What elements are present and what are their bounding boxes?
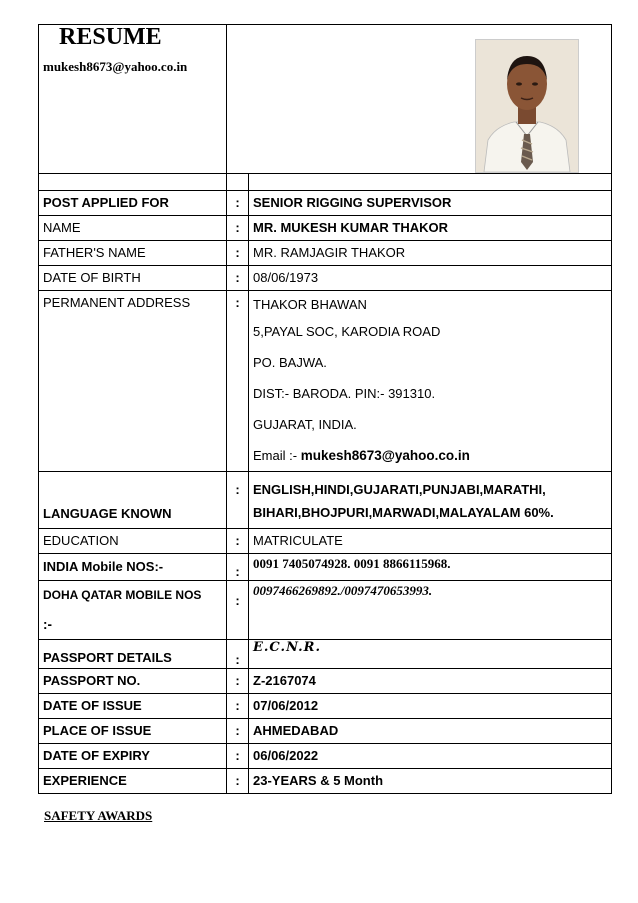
portrait-image (476, 40, 578, 172)
row-education (39, 529, 612, 554)
colon: : (227, 719, 249, 744)
colon: : (227, 529, 249, 554)
value-india-mobile: 0091 7405074928. 0091 8866115968. (249, 554, 612, 581)
label-doha-mobile (39, 581, 227, 640)
header-email: mukesh8673@yahoo.co.in (43, 59, 188, 74)
label-date-issue: DATE OF ISSUE (39, 694, 227, 719)
colon: : (227, 241, 249, 266)
value-father: MR. RAMJAGIR THAKOR (249, 241, 612, 266)
value-date-expiry: 06/06/2022 (249, 744, 612, 769)
profile-photo (475, 39, 579, 173)
address-email-line (253, 440, 607, 471)
safety-awards-heading: SAFETY AWARDS (44, 808, 153, 823)
label-date-expiry: DATE OF EXPIRY (39, 744, 227, 769)
value-dob: 08/06/1973 (249, 266, 612, 291)
language-line: BIHARI,BHOJPURI,MARWADI,MALAYALAM 60%. (253, 505, 554, 520)
value-address (249, 291, 612, 472)
blank-cell (39, 174, 227, 191)
label-experience: EXPERIENCE (39, 769, 227, 794)
label-india-mobile: INDIA Mobile NOS:- (39, 554, 227, 581)
header-row (39, 25, 612, 174)
label-dob: DATE OF BIRTH (39, 266, 227, 291)
label-post: POST APPLIED FOR (39, 191, 227, 216)
colon: : (227, 581, 249, 640)
colon: : (227, 472, 249, 529)
value-passport-no: Z-2167074 (249, 669, 612, 694)
address-line: GUJARAT, INDIA. (253, 417, 357, 432)
value-date-issue: 07/06/2012 (249, 694, 612, 719)
colon: : (227, 266, 249, 291)
address-email[interactable]: mukesh8673@yahoo.co.in (300, 448, 470, 463)
label-education: EDUCATION (39, 529, 227, 554)
colon: : (227, 191, 249, 216)
colon: : (227, 669, 249, 694)
address-line: PO. BAJWA. (253, 355, 327, 370)
row-father (39, 241, 612, 266)
value-experience: 23-YEARS & 5 Month (249, 769, 612, 794)
row-india-mobile (39, 554, 612, 581)
row-post (39, 191, 612, 216)
label-father: FATHER'S NAME (39, 241, 227, 266)
row-address (39, 291, 612, 472)
blank-cell (227, 174, 249, 191)
photo-cell (227, 25, 612, 174)
colon: : (227, 216, 249, 241)
resume-title: RESUME (59, 24, 162, 50)
row-date-expiry (39, 744, 612, 769)
doha-label-line: DOHA QATAR MOBILE NOS (43, 588, 202, 602)
language-line: ENGLISH,HINDI,GUJARATI,PUNJABI,MARATHI, (253, 482, 546, 497)
row-place-issue (39, 719, 612, 744)
row-doha-mobile (39, 581, 612, 640)
row-experience (39, 769, 612, 794)
address-line: DIST:- BARODA. PIN:- 391310. (253, 386, 436, 401)
value-name: MR. MUKESH KUMAR THAKOR (249, 216, 612, 241)
label-passport-details: PASSPORT DETAILS (39, 640, 227, 669)
value-passport-details: E.C.N.R. (249, 640, 612, 669)
blank-row (39, 174, 612, 191)
value-doha-mobile: 0097466269892./0097470653993. (249, 581, 612, 640)
label-place-issue: PLACE OF ISSUE (39, 719, 227, 744)
blank-cell (249, 174, 612, 191)
address-line: 5,PAYAL SOC, KARODIA ROAD (253, 324, 441, 339)
header-cell (39, 25, 227, 174)
label-address: PERMANENT ADDRESS (39, 291, 227, 472)
row-passport-details (39, 640, 612, 669)
resume-table (38, 24, 612, 794)
label-language: LANGUAGE KNOWN (39, 472, 227, 529)
row-dob (39, 266, 612, 291)
label-passport-no: PASSPORT NO. (39, 669, 227, 694)
colon: : (227, 769, 249, 794)
value-education: MATRICULATE (249, 529, 612, 554)
value-place-issue: AHMEDABAD (249, 719, 612, 744)
value-post: SENIOR RIGGING SUPERVISOR (249, 191, 612, 216)
colon: : (227, 744, 249, 769)
colon: : (227, 694, 249, 719)
colon: : (227, 554, 249, 581)
row-language (39, 472, 612, 529)
colon: : (227, 640, 249, 669)
row-name (39, 216, 612, 241)
address-line: THAKOR BHAWAN (253, 297, 367, 312)
doha-label-line: :- (43, 617, 52, 632)
row-date-issue (39, 694, 612, 719)
colon: : (227, 291, 249, 472)
email-prefix: Email :- (253, 448, 298, 463)
row-passport-no (39, 669, 612, 694)
label-name: NAME (39, 216, 227, 241)
value-language (249, 472, 612, 529)
